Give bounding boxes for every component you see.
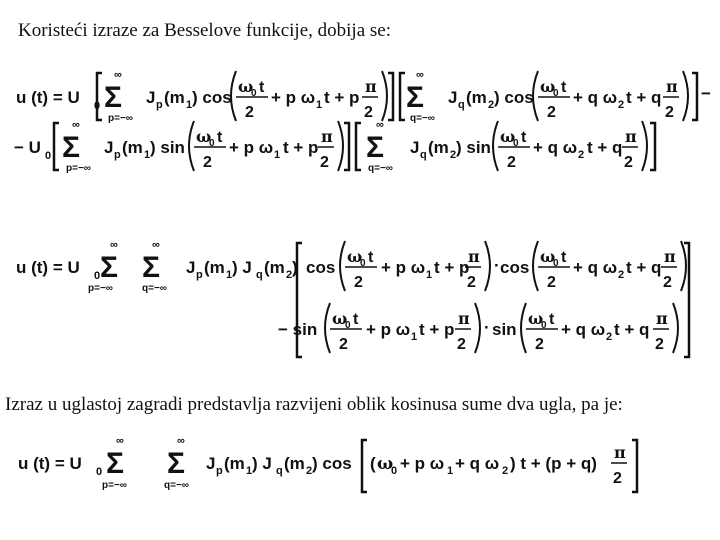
svg-text:p=−∞: p=−∞ [102, 480, 127, 491]
svg-text:0: 0 [94, 100, 101, 112]
svg-text:q: q [458, 99, 465, 111]
svg-text:∞: ∞ [152, 239, 160, 251]
svg-text:2: 2 [320, 154, 329, 171]
svg-text:+ q ω: + q ω [533, 138, 578, 157]
svg-text:q: q [420, 149, 427, 161]
svg-text:1: 1 [226, 269, 233, 281]
svg-text:+ q ω: + q ω [561, 320, 606, 339]
svg-text:1: 1 [316, 99, 323, 111]
svg-text:−: − [701, 84, 711, 103]
svg-text:Σ: Σ [104, 81, 123, 114]
svg-text:1: 1 [144, 149, 151, 161]
svg-text:2: 2 [354, 274, 363, 291]
svg-text:0: 0 [541, 320, 547, 331]
svg-text:·: · [494, 256, 500, 275]
svg-text:J: J [104, 138, 114, 157]
svg-text:t: t [353, 311, 359, 328]
svg-text:q=−∞: q=−∞ [164, 480, 189, 491]
svg-text:t: t [561, 79, 567, 96]
svg-text:p=−∞: p=−∞ [88, 283, 113, 294]
svg-text:0: 0 [251, 88, 257, 99]
svg-text:t: t [368, 249, 374, 266]
svg-text:0: 0 [360, 258, 366, 269]
svg-text:p=−∞: p=−∞ [108, 113, 133, 124]
svg-text:∞: ∞ [416, 69, 424, 81]
svg-text:t: t [549, 311, 555, 328]
svg-text:) cos: ) cos [192, 88, 232, 107]
svg-text:J: J [186, 258, 196, 277]
svg-text:u (t) = U: u (t) = U [18, 454, 82, 473]
svg-text:2: 2 [624, 154, 633, 171]
svg-text:2: 2 [364, 104, 373, 121]
svg-text:2: 2 [507, 154, 516, 171]
svg-text:J: J [448, 88, 458, 107]
svg-text:(m: (m [122, 138, 143, 157]
svg-text:2: 2 [547, 274, 556, 291]
svg-text:Σ: Σ [406, 81, 425, 114]
svg-text:t + q: t + q [626, 88, 662, 107]
svg-text:q: q [256, 269, 263, 281]
svg-text:p: p [196, 269, 203, 281]
svg-text:∞: ∞ [376, 119, 384, 131]
svg-text:ω: ω [196, 127, 212, 146]
svg-text:q=−∞: q=−∞ [410, 113, 435, 124]
svg-text:ω: ω [238, 77, 254, 96]
svg-text:t + p: t + p [419, 320, 455, 339]
svg-text:+ q ω: + q ω [455, 454, 500, 473]
svg-text:(: ( [370, 454, 376, 473]
svg-text:2: 2 [203, 154, 212, 171]
svg-text:Σ: Σ [366, 131, 385, 164]
svg-text:π: π [625, 127, 637, 146]
svg-text:Σ: Σ [62, 131, 81, 164]
equation-3 [18, 435, 637, 492]
svg-text:∞: ∞ [116, 435, 124, 447]
svg-text:u (t) = U: u (t) = U [16, 258, 80, 277]
svg-text:− sin: − sin [278, 320, 318, 339]
svg-text:π: π [321, 127, 333, 146]
svg-text:q: q [276, 465, 283, 477]
svg-text:) sin: ) sin [150, 138, 185, 157]
svg-text:t + q: t + q [614, 320, 650, 339]
svg-text:0: 0 [94, 270, 101, 282]
svg-text:ω: ω [500, 127, 516, 146]
svg-text:p: p [156, 99, 163, 111]
svg-text:ω: ω [377, 454, 394, 474]
svg-text:∞: ∞ [177, 435, 185, 447]
svg-text:) J: ) J [232, 258, 252, 277]
svg-text:) sin: ) sin [456, 138, 491, 157]
svg-text:∞: ∞ [114, 69, 122, 81]
svg-text:t: t [561, 249, 567, 266]
equation-2-line-1 [16, 239, 686, 357]
svg-text:2: 2 [663, 274, 672, 291]
svg-text:2: 2 [467, 274, 476, 291]
svg-text:0: 0 [391, 465, 398, 477]
svg-text:ω: ω [540, 77, 556, 96]
svg-text:2: 2 [286, 269, 293, 281]
svg-text:1: 1 [186, 99, 193, 111]
svg-text:cos: cos [500, 258, 530, 277]
svg-text:1: 1 [447, 465, 454, 477]
svg-text:Σ: Σ [142, 251, 161, 284]
svg-text:t: t [217, 129, 223, 146]
svg-text:π: π [458, 309, 470, 328]
svg-text:2: 2 [613, 470, 622, 487]
svg-text:1: 1 [426, 269, 433, 281]
svg-text:0: 0 [553, 258, 559, 269]
svg-text:p: p [114, 149, 121, 161]
svg-text:t + p: t + p [434, 258, 470, 277]
svg-text:π: π [664, 247, 676, 266]
equation-1-line-2 [14, 119, 655, 174]
svg-text:+ p ω: + p ω [366, 320, 411, 339]
intro-text: Koristeći izraze za Besselove funkcije, dobija se: [18, 20, 391, 41]
svg-text:+ q ω: + q ω [573, 88, 618, 107]
svg-text:J: J [146, 88, 156, 107]
svg-text:cos: cos [306, 258, 336, 277]
svg-text:π: π [614, 443, 626, 462]
svg-text:0: 0 [209, 138, 215, 149]
svg-text:t + q: t + q [626, 258, 662, 277]
svg-text:2: 2 [457, 336, 466, 353]
svg-text:ω: ω [332, 309, 348, 328]
svg-text:2: 2 [655, 336, 664, 353]
svg-text:π: π [656, 309, 668, 328]
svg-text:(m: (m [466, 88, 487, 107]
svg-text:1: 1 [411, 331, 418, 343]
svg-text:0: 0 [45, 150, 52, 162]
svg-text:π: π [365, 77, 377, 96]
svg-text:2: 2 [450, 149, 457, 161]
equation-1-line-1 [16, 69, 711, 124]
svg-text:(m: (m [428, 138, 449, 157]
svg-text:2: 2 [306, 465, 313, 477]
svg-text:+ p ω: + p ω [400, 454, 445, 473]
svg-text:J: J [206, 454, 216, 473]
svg-text:∞: ∞ [72, 119, 80, 131]
svg-text:(m: (m [264, 258, 285, 277]
svg-text:t: t [259, 79, 265, 96]
svg-text:Σ: Σ [100, 251, 119, 284]
svg-text:q=−∞: q=−∞ [142, 283, 167, 294]
svg-text:2: 2 [618, 99, 625, 111]
svg-text:2: 2 [245, 104, 254, 121]
svg-text:+ q ω: + q ω [573, 258, 618, 277]
svg-text:− U: − U [14, 138, 41, 157]
svg-text:2: 2 [665, 104, 674, 121]
svg-text:q=−∞: q=−∞ [368, 163, 393, 174]
svg-text:p: p [216, 465, 223, 477]
svg-text:2: 2 [618, 269, 625, 281]
svg-text:(m: (m [284, 454, 305, 473]
svg-text:+ p ω: + p ω [381, 258, 426, 277]
svg-text:(m: (m [224, 454, 245, 473]
svg-text:2: 2 [578, 149, 585, 161]
svg-text:2: 2 [535, 336, 544, 353]
svg-text:Σ: Σ [167, 447, 186, 480]
svg-text:π: π [666, 77, 678, 96]
svg-text:∞: ∞ [110, 239, 118, 251]
svg-text:u (t) = U: u (t) = U [16, 88, 80, 107]
svg-text:0: 0 [513, 138, 519, 149]
svg-text:Σ: Σ [106, 447, 125, 480]
svg-text:0: 0 [96, 466, 103, 478]
svg-text:) cos: ) cos [312, 454, 352, 473]
svg-text:1: 1 [274, 149, 281, 161]
svg-text:2: 2 [502, 465, 509, 477]
svg-text:) J: ) J [252, 454, 272, 473]
svg-text:+ p ω: + p ω [229, 138, 274, 157]
svg-text:0: 0 [345, 320, 351, 331]
svg-text:p=−∞: p=−∞ [66, 163, 91, 174]
svg-text:sin: sin [492, 320, 517, 339]
svg-text:) t + (p + q): ) t + (p + q) [510, 454, 597, 473]
svg-text:2: 2 [339, 336, 348, 353]
svg-text:t + p: t + p [324, 88, 360, 107]
svg-text:t + p: t + p [283, 138, 319, 157]
svg-text:2: 2 [606, 331, 613, 343]
svg-text:J: J [410, 138, 420, 157]
svg-text:2: 2 [488, 99, 495, 111]
svg-text:0: 0 [553, 88, 559, 99]
svg-text:): ) [292, 258, 298, 277]
svg-text:t + q: t + q [587, 138, 623, 157]
svg-text:π: π [468, 247, 480, 266]
svg-text:t: t [521, 129, 527, 146]
svg-text:) cos: ) cos [494, 88, 534, 107]
svg-text:(m: (m [204, 258, 225, 277]
svg-text:2: 2 [547, 104, 556, 121]
svg-text:·: · [484, 318, 490, 337]
svg-text:ω: ω [347, 247, 363, 266]
svg-text:ω: ω [540, 247, 556, 266]
svg-text:1: 1 [246, 465, 253, 477]
svg-text:(m: (m [164, 88, 185, 107]
svg-text:ω: ω [528, 309, 544, 328]
svg-text:+ p ω: + p ω [271, 88, 316, 107]
explanation-text: Izraz u uglastoj zagradi predstavlja razvijeni oblik kosinusa sume dva ugla, pa je: [5, 394, 623, 415]
